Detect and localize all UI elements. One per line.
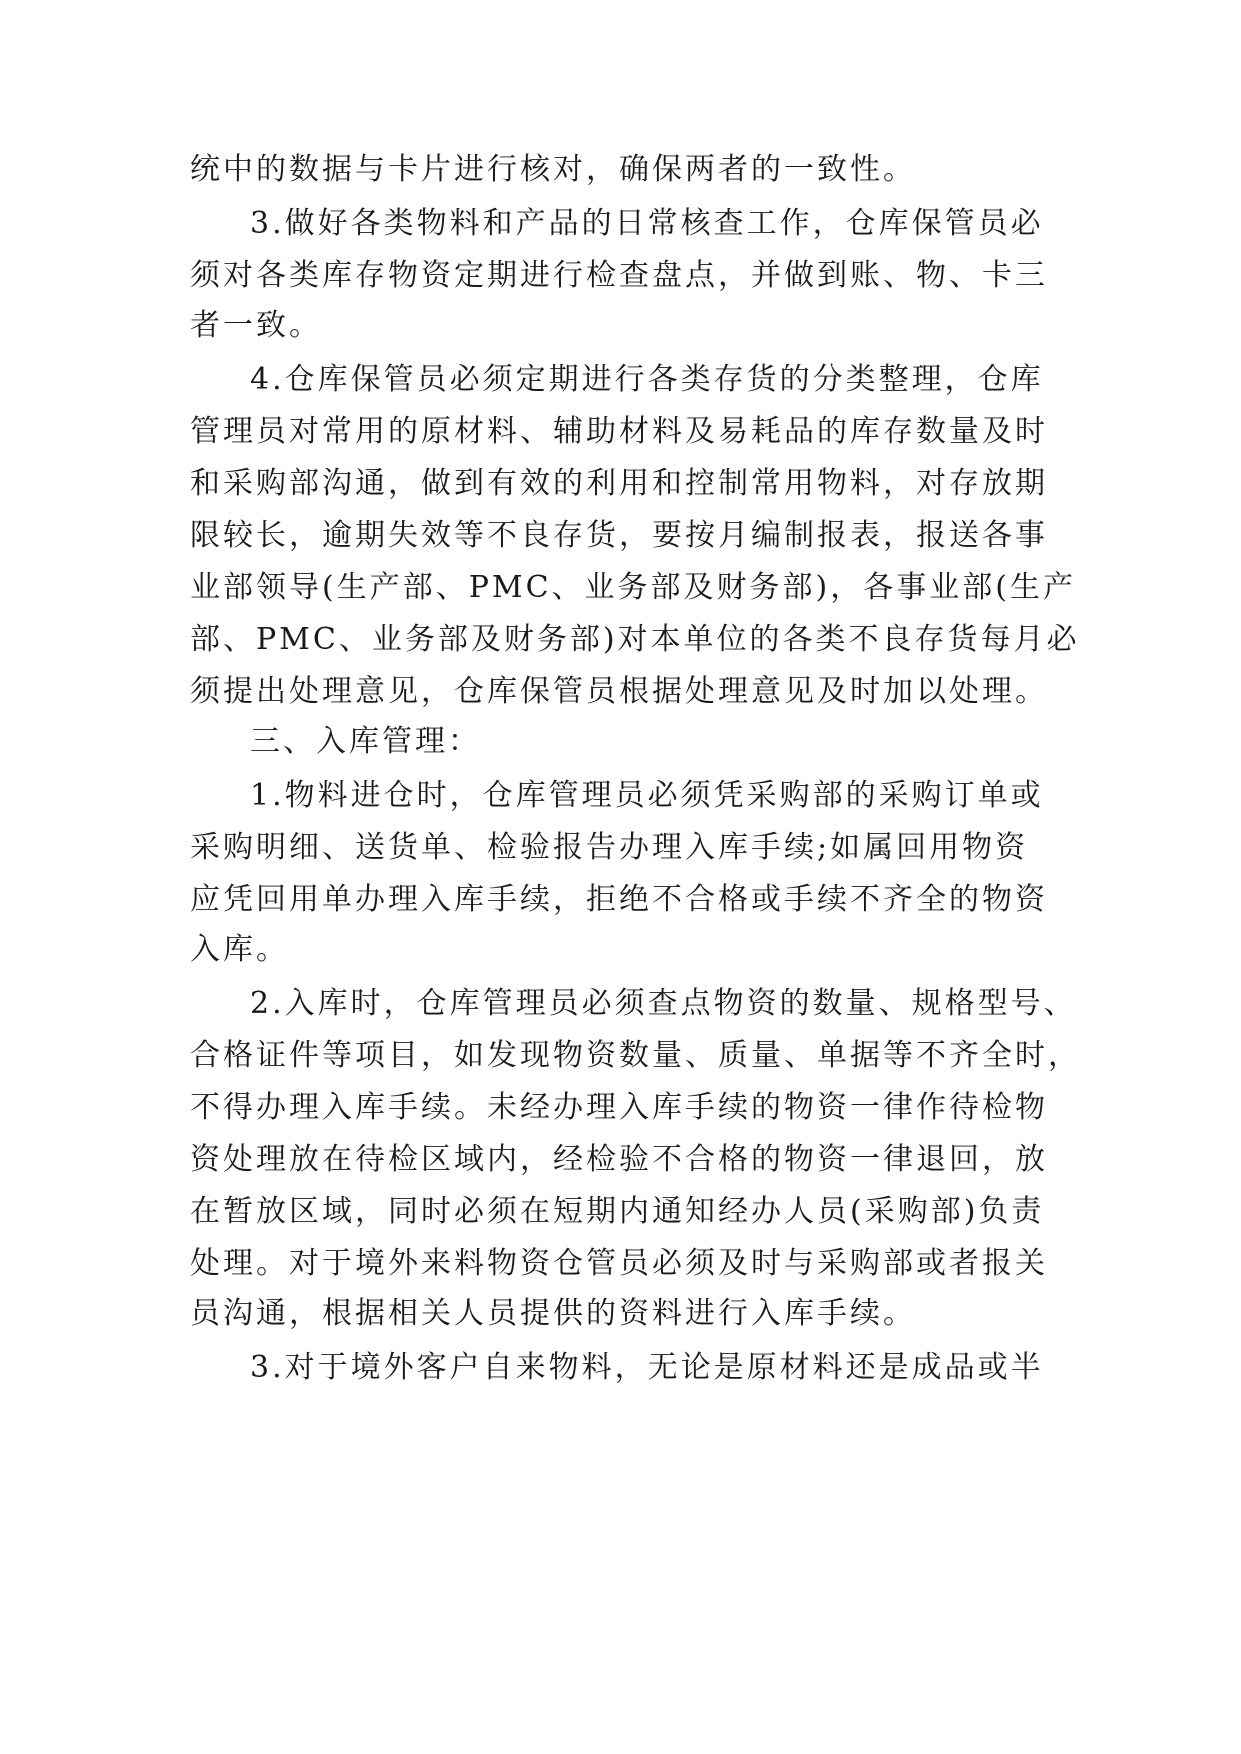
- list-item-3-inbound: 3.对于境外客户自来物料，无论是原材料还是成品或半: [250, 1350, 1044, 1385]
- text-line: 业部领导(生产部、PMC、业务部及财务部)，各事业部(生产: [190, 570, 1076, 605]
- text-line: 在暂放区域，同时必须在短期内通知经办人员(采购部)负责: [190, 1194, 1045, 1229]
- text-line: 应凭回用单办理入库手续，拒绝不合格或手续不齐全的物资: [190, 882, 1048, 917]
- text-line: 统中的数据与卡片进行核对，确保两者的一致性。: [190, 152, 916, 187]
- text-line: 合格证件等项目，如发现物资数量、质量、单据等不齐全时，: [190, 1038, 1081, 1073]
- text-line: 须提出处理意见，仓库保管员根据处理意见及时加以处理。: [190, 674, 1048, 709]
- text-line: 不得办理入库手续。未经办理入库手续的物资一律作待检物: [190, 1090, 1048, 1125]
- list-item-1: 1.物料进仓时，仓库管理员必须凭采购部的采购订单或: [250, 778, 1044, 813]
- list-item-3: 3.做好各类物料和产品的日常核查工作，仓库保管员必: [250, 206, 1044, 241]
- text-line: 部、PMC、业务部及财务部)对本单位的各类不良存货每月必: [190, 622, 1080, 657]
- text-line: 管理员对常用的原材料、辅助材料及易耗品的库存数量及时: [190, 414, 1048, 449]
- list-item-2: 2.入库时，仓库管理员必须查点物资的数量、规格型号、: [250, 986, 1077, 1021]
- text-line: 限较长，逾期失效等不良存货，要按月编制报表，报送各事: [190, 518, 1048, 553]
- list-item-4: 4.仓库保管员必须定期进行各类存货的分类整理，仓库: [250, 362, 1044, 397]
- text-line: 须对各类库存物资定期进行检查盘点，并做到账、物、卡三: [190, 258, 1048, 293]
- text-line: 处理。对于境外来料物资仓管员必须及时与采购部或者报关: [190, 1246, 1048, 1281]
- text-line: 和采购部沟通，做到有效的利用和控制常用物料，对存放期: [190, 466, 1048, 501]
- text-line: 入库。: [190, 932, 289, 967]
- text-line: 资处理放在待检区域内，经检验不合格的物资一律退回，放: [190, 1142, 1048, 1177]
- text-line: 采购明细、送货单、检验报告办理入库手续;如属回用物资: [190, 830, 1029, 865]
- text-line: 者一致。: [190, 308, 322, 343]
- text-line: 员沟通，根据相关人员提供的资料进行入库手续。: [190, 1296, 916, 1331]
- section-heading: 三、入库管理：: [250, 724, 481, 759]
